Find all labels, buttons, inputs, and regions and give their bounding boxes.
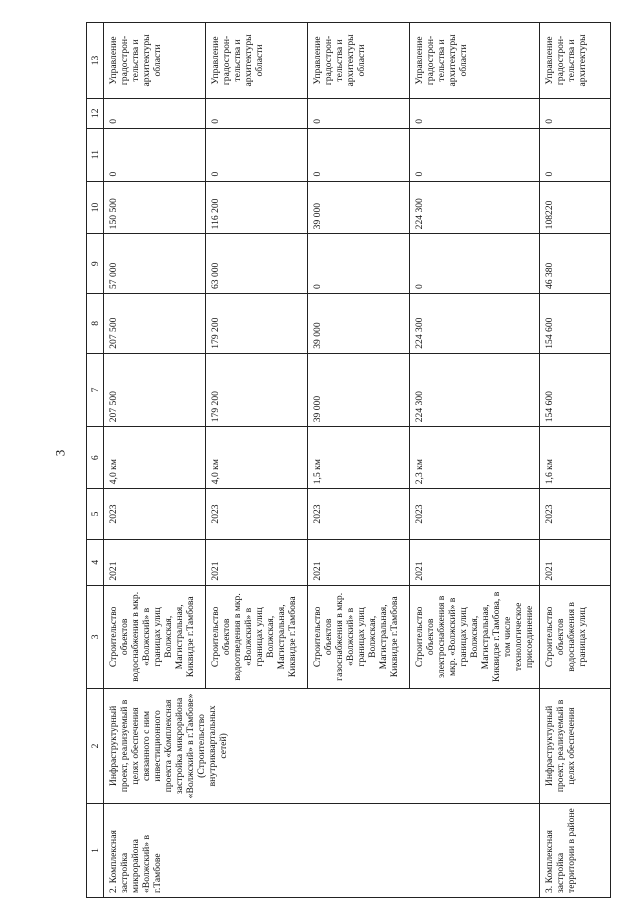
length-cell: 2,3 км [410, 427, 540, 489]
value-cell: 207 500 [104, 294, 206, 354]
value-cell: 57 000 [104, 234, 206, 294]
responsible-cell: Управление градострон-тельства и архитектуры области [308, 23, 410, 99]
responsible-cell: Управление градострон-тельства и архитектуры [540, 23, 611, 99]
end-year-cell: 2023 [410, 489, 540, 540]
value-cell: 224 300 [410, 294, 540, 354]
header-cell: 3 [87, 585, 104, 688]
value-cell: 0 [206, 98, 308, 128]
value-cell: 46 380 [540, 234, 611, 294]
start-year-cell: 2021 [104, 539, 206, 585]
value-cell: 179 200 [206, 353, 308, 426]
start-year-cell: 2021 [410, 539, 540, 585]
value-cell: 150 500 [104, 181, 206, 234]
header-cell: 11 [87, 128, 104, 181]
value-cell: 224 300 [410, 353, 540, 426]
length-cell: 4,0 км [206, 427, 308, 489]
responsible-cell: Управление градострон-тельства и архитектуры области [410, 23, 540, 99]
value-cell: 154 600 [540, 294, 611, 354]
rotated-table-page [86, 22, 611, 898]
header-cell: 6 [87, 427, 104, 489]
responsible-cell: Управление градострон-тельства и архитектуры области [104, 23, 206, 99]
investment-projects-table [86, 22, 611, 898]
object-cell: Строительство объектов водоснабжения в мкр. «Волжский» в границах улиц Волжская, Магистральная, Киквидзе г.Тамбова [104, 585, 206, 688]
value-cell: 108220 [540, 181, 611, 234]
project-description-cell: Инфраструктурный проект, реализуемый в целях обеспечения связанного с ним инвестиционного проекта «Комплексная застройка микрорайона «Волжский» в г.Тамбове» (Строительство внутриквартальных сетей) [104, 689, 540, 804]
value-cell: 39 000 [308, 353, 410, 426]
object-cell: Строительство объектов электроснабжения в мкр. «Волжский» в границах улиц Волжская, Магистральная, Киквидзе г.Тамбова, в том числе технологическое присоединение [410, 585, 540, 688]
length-cell: 1,5 км [308, 427, 410, 489]
header-cell: 9 [87, 234, 104, 294]
value-cell: 39 000 [308, 181, 410, 234]
start-year-cell: 2021 [206, 539, 308, 585]
header-cell: 8 [87, 294, 104, 354]
value-cell: 0 [410, 234, 540, 294]
value-cell: 0 [104, 98, 206, 128]
value-cell: 39 000 [308, 294, 410, 354]
length-cell: 4,0 км [104, 427, 206, 489]
header-cell: 10 [87, 181, 104, 234]
value-cell: 154 600 [540, 353, 611, 426]
value-cell: 0 [308, 98, 410, 128]
value-cell: 63 000 [206, 234, 308, 294]
project-name-cell: 2. Комплексная застройка микрорайона «Волжский» в г.Тамбове [104, 803, 540, 897]
responsible-cell: Управление градострон-тельства и архитектуры области [206, 23, 308, 99]
table-row [540, 23, 611, 898]
value-cell: 0 [410, 128, 540, 181]
project-description-cell: Инфраструктурный проект, реализуемый в целях обеспечения [540, 689, 611, 804]
object-cell: Строительство объектов водоотведения в мкр. «Волжский» в границах улиц Волжская, Магистральная, Киквидзе г.Тамбова [206, 585, 308, 688]
page-number: 3 [52, 449, 68, 457]
header-cell: 13 [87, 23, 104, 99]
end-year-cell: 2023 [540, 489, 611, 540]
value-cell: 0 [540, 98, 611, 128]
header-cell: 7 [87, 353, 104, 426]
value-cell: 0 [308, 234, 410, 294]
length-cell: 1,6 км [540, 427, 611, 489]
header-row [87, 23, 104, 898]
start-year-cell: 2021 [540, 539, 611, 585]
value-cell: 224 300 [410, 181, 540, 234]
value-cell: 179 200 [206, 294, 308, 354]
value-cell: 0 [308, 128, 410, 181]
value-cell: 0 [410, 98, 540, 128]
value-cell: 0 [206, 128, 308, 181]
value-cell: 207 500 [104, 353, 206, 426]
end-year-cell: 2023 [206, 489, 308, 540]
header-cell: 12 [87, 98, 104, 128]
project-name-cell: 3. Комплексная застройка территории в районе [540, 803, 611, 897]
header-cell: 2 [87, 689, 104, 804]
header-cell: 4 [87, 539, 104, 585]
value-cell: 0 [104, 128, 206, 181]
end-year-cell: 2023 [104, 489, 206, 540]
object-cell: Строительство объектов водоснабжения в границах улиц [540, 585, 611, 688]
value-cell: 0 [540, 128, 611, 181]
start-year-cell: 2021 [308, 539, 410, 585]
value-cell: 116 200 [206, 181, 308, 234]
header-cell: 1 [87, 803, 104, 897]
table-row [104, 23, 206, 898]
end-year-cell: 2023 [308, 489, 410, 540]
object-cell: Строительство объектов газоснабжения в мкр. «Волжский» в границах улиц Волжская, Магистральная, Киквидзе г.Тамбова [308, 585, 410, 688]
header-cell: 5 [87, 489, 104, 540]
